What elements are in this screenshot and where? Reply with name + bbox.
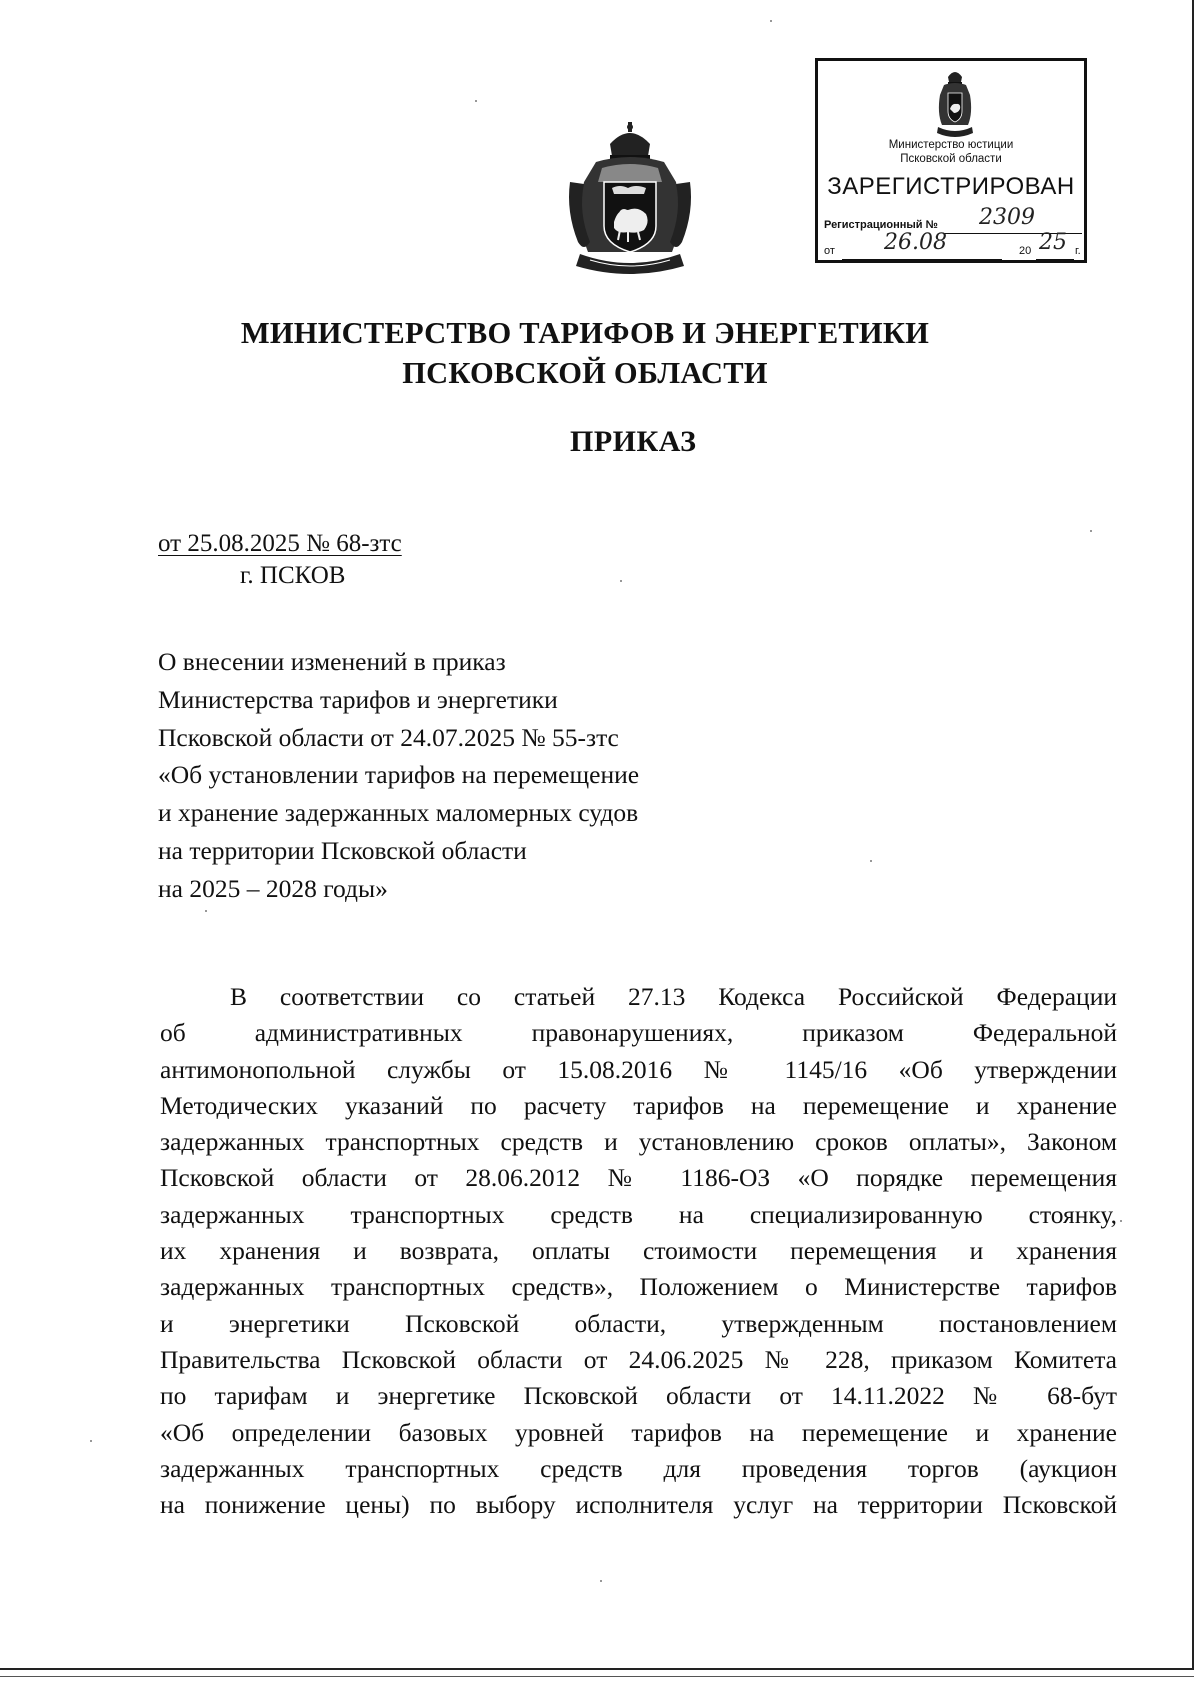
document-type: ПРИКАЗ — [570, 425, 697, 458]
body-line: на понижение цены) по выбору исполнителя услуг на территории Псковской — [160, 1490, 1117, 1520]
scan-speck — [620, 580, 622, 582]
scan-speck — [770, 20, 772, 22]
subject-line: «Об установлении тарифов на перемещение — [158, 760, 640, 790]
subject-line: и хранение задержанных маломерных судов — [158, 798, 639, 828]
stamp-ministry-line1: Министерство юстиции — [888, 139, 1014, 151]
scan-speck — [870, 860, 872, 862]
stamp-year-end: г. — [1075, 245, 1081, 257]
order-date-number: от 25.08.2025 № 68-зтс — [158, 530, 402, 557]
order-subject — [158, 643, 758, 908]
body-line: по тарифам и энергетике Псковской области от 14.11.2022 № 68-бут — [160, 1381, 1117, 1411]
subject-line: на 2025 – 2028 годы» — [158, 873, 388, 903]
body-line: В соответствии со статьей 27.13 Кодекса Российской Федерации — [230, 982, 1117, 1011]
registration-stamp — [815, 58, 1087, 263]
ministry-title-line2: ПСКОВСКОЙ ОБЛАСТИ — [402, 356, 768, 390]
scan-speck — [475, 100, 477, 102]
order-city: г. ПСКОВ — [240, 562, 346, 589]
body-line: Методических указаний по расчету тарифов на перемещение и хранение — [160, 1090, 1117, 1120]
body-line: антимонопольной службы от 15.08.2016 № 1145/16 «Об утверждении — [160, 1054, 1117, 1084]
body-line: задержанных транспортных средств для проведения торгов (аукцион — [160, 1453, 1117, 1483]
body-line: задержанных транспортных средств», Положением о Министерстве тарифов — [160, 1272, 1117, 1302]
body-line: задержанных транспортных средств и установлению сроков оплаты», Законом — [160, 1127, 1117, 1157]
pskov-coat-of-arms-icon — [566, 122, 694, 280]
body-line: и энергетики Псковской области, утвержденным постановлением — [160, 1308, 1117, 1338]
scan-border-right — [1192, 0, 1194, 1670]
ministry-title — [0, 313, 1200, 393]
order-body — [160, 979, 1117, 1523]
scan-speck — [1090, 530, 1092, 532]
scan-speck — [205, 910, 207, 912]
scan-speck — [600, 1580, 602, 1582]
stamp-reg-label: Регистрационный № — [824, 219, 938, 231]
subject-line: Министерства тарифов и энергетики — [158, 684, 558, 714]
stamp-date: 26.08 — [884, 230, 947, 255]
stamp-date-underline — [842, 259, 1002, 260]
stamp-from-label: от — [824, 245, 835, 257]
body-line: об административных правонарушениях, приказом Федеральной — [160, 1018, 1117, 1048]
stamp-reg-number: 2309 — [979, 205, 1035, 230]
body-line: задержанных транспортных средств на специализированную стоянку, — [160, 1199, 1117, 1229]
stamp-ministry-name — [818, 138, 1084, 166]
stamp-status: ЗАРЕГИСТРИРОВАН — [827, 173, 1075, 200]
subject-line: Псковской области от 24.07.2025 № 55-зтс — [158, 722, 619, 752]
scan-speck — [1120, 1220, 1122, 1222]
body-line: их хранения и возврата, оплаты стоимости перемещения и хранения — [160, 1236, 1117, 1266]
stamp-year-prefix: 20 — [1019, 245, 1032, 257]
subject-line: О внесении изменений в приказ — [158, 647, 506, 676]
scan-border-bottom-inner — [0, 1676, 1194, 1677]
body-line: «Об определении базовых уровней тарифов на перемещение и хранение — [160, 1417, 1117, 1447]
body-line: Псковской области от 28.06.2012 № 1186-ОЗ «О порядке перемещения — [160, 1163, 1117, 1193]
scan-speck — [90, 1440, 92, 1442]
stamp-coat-of-arms-icon — [936, 67, 974, 139]
stamp-date-row — [824, 230, 1082, 261]
stamp-year: 25 — [1039, 230, 1067, 255]
ministry-title-line1: МИНИСТЕРСТВО ТАРИФОВ И ЭНЕРГЕТИКИ — [240, 316, 930, 350]
scan-border-bottom — [0, 1668, 1194, 1670]
subject-line: на территории Псковской области — [158, 835, 527, 865]
body-line: Правительства Псковской области от 24.06.2025 № 228, приказом Комитета — [160, 1344, 1117, 1374]
stamp-year-underline — [1036, 259, 1074, 260]
stamp-ministry-line2: Псковской области — [900, 153, 1002, 165]
